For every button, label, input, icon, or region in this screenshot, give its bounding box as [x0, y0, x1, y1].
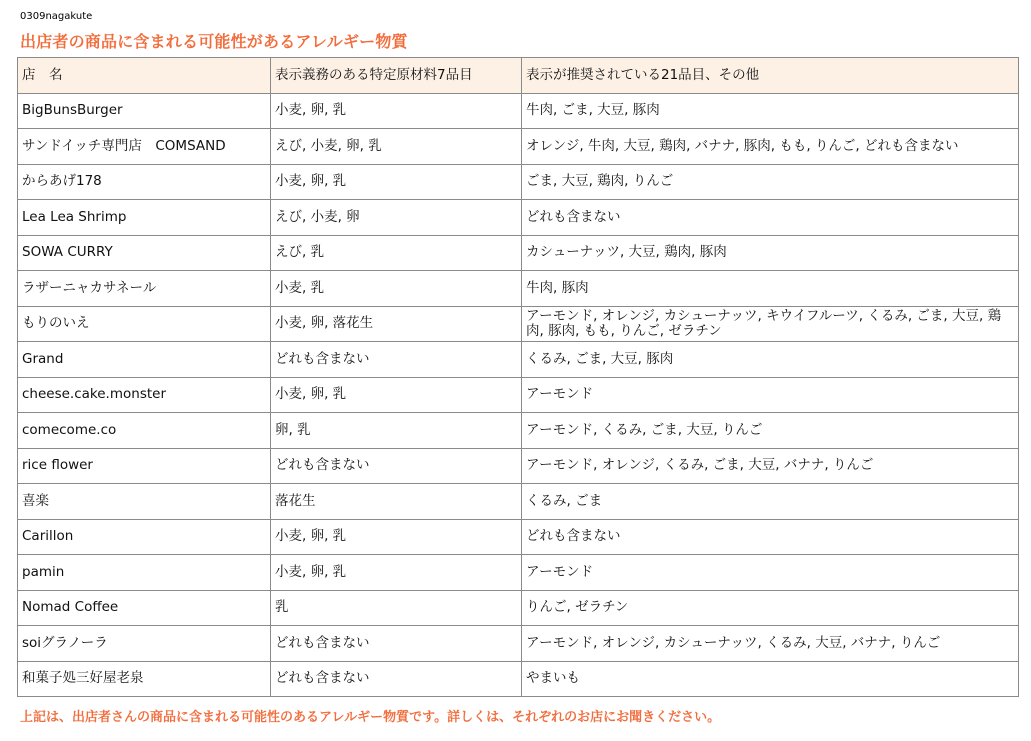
table-row: [18, 448, 1019, 484]
shop-name-cell: Grand: [18, 342, 271, 378]
shop-name-cell: 喜楽: [18, 484, 271, 520]
header-recommended-allergens: 表示が推奨されている21品目、その他: [522, 58, 1019, 94]
shop-name-cell: Carillon: [18, 519, 271, 555]
shop-name-cell: pamin: [18, 555, 271, 591]
recommended-allergens-cell: オレンジ, 牛肉, 大豆, 鶏肉, バナナ, 豚肉, もも, りんご, どれも含まない: [522, 129, 1019, 165]
mandatory-allergens-cell: 小麦, 卵, 乳: [271, 93, 522, 129]
table-row: [18, 626, 1019, 662]
mandatory-allergens-cell: どれも含まない: [271, 626, 522, 662]
table-row: [18, 93, 1019, 129]
shop-name-cell: soiグラノーラ: [18, 626, 271, 662]
mandatory-allergens-cell: 卵, 乳: [271, 413, 522, 449]
recommended-allergens-cell: ごま, 大豆, 鶏肉, りんご: [522, 164, 1019, 200]
shop-name-cell: もりのいえ: [18, 306, 271, 342]
table-row: [18, 164, 1019, 200]
table-row: [18, 519, 1019, 555]
mandatory-allergens-cell: えび, 小麦, 卵: [271, 200, 522, 236]
recommended-allergens-cell: アーモンド, オレンジ, くるみ, ごま, 大豆, バナナ, りんご: [522, 448, 1019, 484]
table-row: [18, 377, 1019, 413]
table-row: [18, 306, 1019, 342]
mandatory-allergens-cell: 小麦, 乳: [271, 271, 522, 307]
shop-name-cell: rice flower: [18, 448, 271, 484]
shop-name-cell: comecome.co: [18, 413, 271, 449]
shop-name-cell: からあげ178: [18, 164, 271, 200]
recommended-allergens-cell: アーモンド: [522, 377, 1019, 413]
recommended-allergens-cell: 牛肉, ごま, 大豆, 豚肉: [522, 93, 1019, 129]
mandatory-allergens-cell: えび, 小麦, 卵, 乳: [271, 129, 522, 165]
page-title: 出店者の商品に含まれる可能性があるアレルギー物質: [20, 32, 408, 51]
recommended-allergens-cell: どれも含まない: [522, 519, 1019, 555]
mandatory-allergens-cell: どれも含まない: [271, 342, 522, 378]
recommended-allergens-cell: りんご, ゼラチン: [522, 590, 1019, 626]
recommended-allergens-cell: どれも含まない: [522, 200, 1019, 236]
mandatory-allergens-cell: えび, 乳: [271, 235, 522, 271]
footer-note: 上記は、出店者さんの商品に含まれる可能性のあるアレルギー物質です。詳しくは、それぞれのお店にお聞きください。: [20, 710, 721, 725]
table-body: [18, 93, 1019, 697]
mandatory-allergens-cell: 小麦, 卵, 乳: [271, 164, 522, 200]
mandatory-allergens-cell: 小麦, 卵, 乳: [271, 519, 522, 555]
shop-name-cell: cheese.cake.monster: [18, 377, 271, 413]
shop-name-cell: ラザーニャカサネール: [18, 271, 271, 307]
table-row: [18, 342, 1019, 378]
table-row: [18, 484, 1019, 520]
allergy-table: [17, 57, 1019, 697]
table-row: [18, 200, 1019, 236]
shop-name-cell: Nomad Coffee: [18, 590, 271, 626]
recommended-allergens-cell: やまいも: [522, 661, 1019, 697]
recommended-allergens-cell: カシューナッツ, 大豆, 鶏肉, 豚肉: [522, 235, 1019, 271]
mandatory-allergens-cell: 小麦, 卵, 乳: [271, 555, 522, 591]
shop-name-cell: SOWA CURRY: [18, 235, 271, 271]
mandatory-allergens-cell: 小麦, 卵, 乳: [271, 377, 522, 413]
mandatory-allergens-cell: 落花生: [271, 484, 522, 520]
mandatory-allergens-cell: 乳: [271, 590, 522, 626]
mandatory-allergens-cell: どれも含まない: [271, 448, 522, 484]
recommended-allergens-cell: アーモンド, くるみ, ごま, 大豆, りんご: [522, 413, 1019, 449]
table-row: [18, 661, 1019, 697]
recommended-allergens-cell: アーモンド, オレンジ, カシューナッツ, くるみ, 大豆, バナナ, りんご: [522, 626, 1019, 662]
table-row: [18, 590, 1019, 626]
header-mandatory-allergens: 表示義務のある特定原材料7品目: [271, 58, 522, 94]
table-row: [18, 555, 1019, 591]
table-row: [18, 413, 1019, 449]
header-shop-name: 店 名: [18, 58, 271, 94]
recommended-allergens-cell: くるみ, ごま: [522, 484, 1019, 520]
table-header-row: [18, 58, 1019, 94]
table-row: [18, 129, 1019, 165]
recommended-allergens-cell: アーモンド: [522, 555, 1019, 591]
recommended-allergens-cell: 牛肉, 豚肉: [522, 271, 1019, 307]
mandatory-allergens-cell: どれも含まない: [271, 661, 522, 697]
table-row: [18, 271, 1019, 307]
shop-name-cell: サンドイッチ専門店 COMSAND: [18, 129, 271, 165]
shop-name-cell: BigBunsBurger: [18, 93, 271, 129]
recommended-allergens-cell: アーモンド, オレンジ, カシューナッツ, キウイフルーツ, くるみ, ごま, 大豆, 鶏肉, 豚肉, もも, りんご, ゼラチン: [522, 306, 1019, 342]
page-id: 0309nagakute: [20, 11, 93, 22]
recommended-allergens-cell: くるみ, ごま, 大豆, 豚肉: [522, 342, 1019, 378]
shop-name-cell: 和菓子処三好屋老泉: [18, 661, 271, 697]
shop-name-cell: Lea Lea Shrimp: [18, 200, 271, 236]
table-row: [18, 235, 1019, 271]
mandatory-allergens-cell: 小麦, 卵, 落花生: [271, 306, 522, 342]
